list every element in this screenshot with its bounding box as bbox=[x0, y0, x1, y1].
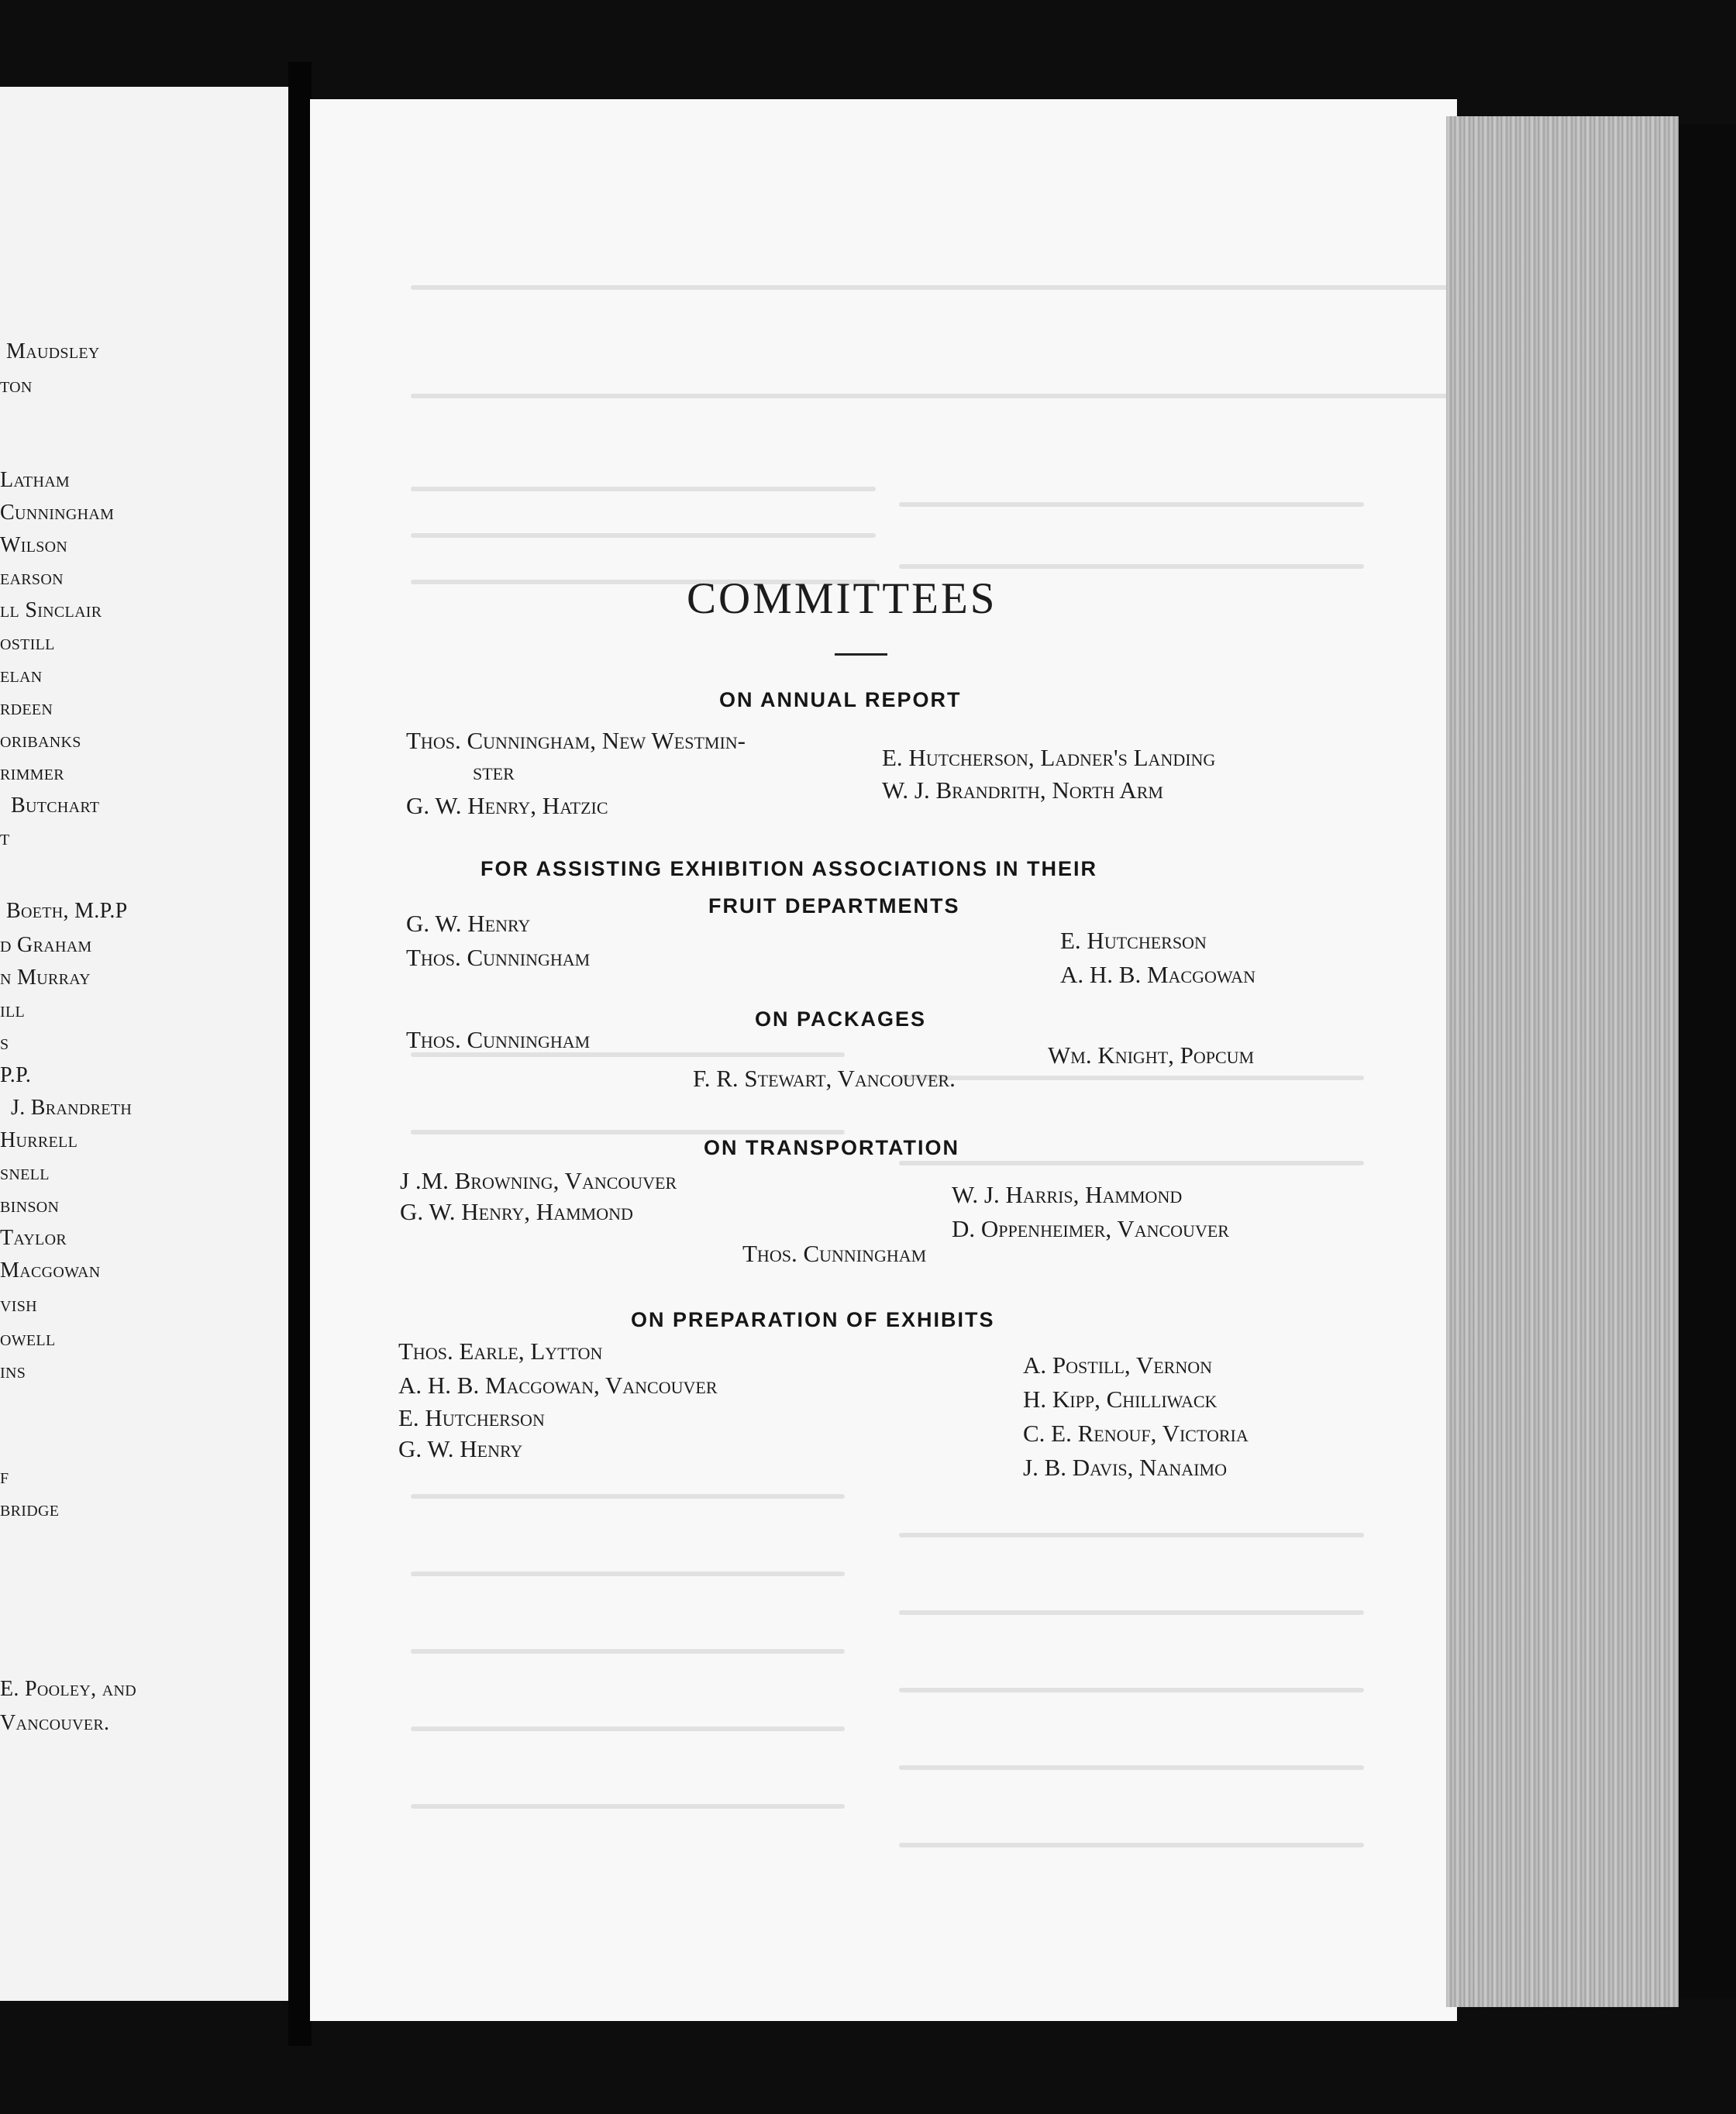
section-heading-transportation: ON TRANSPORTATION bbox=[704, 1136, 959, 1159]
committee-member: J. B. Davis, Nanaimo bbox=[1023, 1454, 1227, 1481]
left-page-line: owell bbox=[0, 1327, 56, 1351]
committee-member: G. W. Henry, Hatzic bbox=[406, 792, 608, 819]
left-page-line: Hurrell bbox=[0, 1128, 78, 1152]
left-page-line: oribanks bbox=[0, 728, 81, 752]
title-divider bbox=[835, 653, 887, 656]
committee-member: Wm. Knight, Popcum bbox=[1048, 1042, 1255, 1069]
committee-member: Thos. Cunningham bbox=[742, 1240, 927, 1267]
committees-page bbox=[310, 99, 1457, 2021]
left-page-line: ll Sinclair bbox=[0, 598, 102, 622]
left-page-line: s bbox=[0, 1031, 9, 1055]
section-heading-exhibition-associations: FOR ASSISTING EXHIBITION ASSOCIATIONS IN THEIR bbox=[480, 857, 1098, 880]
left-page-line: Wilson bbox=[0, 533, 68, 557]
section-heading-annual-report: ON ANNUAL REPORT bbox=[719, 688, 962, 711]
committee-member: E. Hutcherson bbox=[398, 1404, 545, 1431]
left-page-line: P.P. bbox=[0, 1063, 32, 1087]
left-page-line: elan bbox=[0, 663, 43, 687]
section-heading-preparation-of-exhibits: ON PREPARATION OF EXHIBITS bbox=[631, 1308, 995, 1331]
left-page-line: earson bbox=[0, 566, 64, 590]
left-page-line: Butchart bbox=[11, 794, 100, 818]
committee-member: W. J. Harris, Hammond bbox=[952, 1181, 1183, 1208]
book-gutter bbox=[288, 62, 312, 2046]
left-facing-page bbox=[0, 87, 288, 2001]
committee-member: G. W. Henry, Hammond bbox=[400, 1198, 633, 1225]
left-page-line: J. Brandreth bbox=[11, 1096, 133, 1120]
committee-member: Thos. Earle, Lytton bbox=[398, 1338, 603, 1365]
committee-member: E. Hutcherson, Ladner's Landing bbox=[882, 744, 1216, 771]
left-page-line: rdeen bbox=[0, 696, 53, 720]
left-page-line: f bbox=[0, 1465, 9, 1489]
left-page-line: ton bbox=[0, 374, 33, 398]
left-page-line: Taylor bbox=[0, 1226, 67, 1250]
committee-member: F. R. Stewart, Vancouver. bbox=[693, 1065, 956, 1092]
left-page-line: E. Pooley, and bbox=[0, 1677, 136, 1701]
committee-member: G. W. Henry bbox=[398, 1435, 523, 1462]
left-page-line: t bbox=[0, 826, 10, 850]
left-page-line: vish bbox=[0, 1293, 37, 1317]
committee-member: C. E. Renouf, Victoria bbox=[1023, 1420, 1249, 1447]
section-heading-packages: ON PACKAGES bbox=[755, 1007, 927, 1031]
left-page-line: Cunningham bbox=[0, 501, 115, 525]
left-page-line: d Graham bbox=[0, 933, 92, 957]
left-page-line: Vancouver. bbox=[0, 1711, 110, 1735]
committee-member: A. Postill, Vernon bbox=[1023, 1351, 1212, 1379]
page-title: COMMITTEES bbox=[687, 574, 997, 623]
left-page-line: Macgowan bbox=[0, 1258, 101, 1283]
page-edge-stack bbox=[1446, 116, 1679, 2007]
left-page-line: Latham bbox=[0, 468, 71, 492]
left-page-line: Maudsley bbox=[6, 339, 100, 363]
left-page-line: ill bbox=[0, 998, 25, 1022]
committee-member: E. Hutcherson bbox=[1060, 927, 1207, 954]
left-page-line: n Murray bbox=[0, 966, 91, 990]
committee-member: W. J. Brandrith, North Arm bbox=[882, 776, 1163, 804]
left-page-line: ostill bbox=[0, 631, 55, 655]
committee-member: A. H. B. Macgowan, Vancouver bbox=[398, 1372, 718, 1399]
section-heading-exhibition-associations-line2: FRUIT DEPARTMENTS bbox=[708, 894, 960, 918]
background-edge bbox=[1679, 124, 1736, 1999]
committee-member: H. Kipp, Chilliwack bbox=[1023, 1386, 1218, 1413]
left-page-line: ins bbox=[0, 1359, 26, 1383]
committee-member: ster bbox=[473, 758, 515, 785]
committee-member: A. H. B. Macgowan bbox=[1060, 961, 1256, 988]
committee-member: J .M. Browning, Vancouver bbox=[400, 1167, 677, 1194]
show-through-text bbox=[310, 99, 1457, 2021]
committee-member: Thos. Cunningham bbox=[406, 1026, 591, 1053]
committee-member: G. W. Henry bbox=[406, 910, 531, 937]
left-page-line: snell bbox=[0, 1161, 50, 1185]
committee-member: D. Oppenheimer, Vancouver bbox=[952, 1215, 1229, 1242]
left-page-line: bridge bbox=[0, 1497, 60, 1521]
left-page-line: Boeth, M.P.P bbox=[6, 899, 128, 923]
committee-member: Thos. Cunningham bbox=[406, 944, 591, 971]
committee-member: Thos. Cunningham, New Westmin- bbox=[406, 727, 746, 754]
left-page-line: rimmer bbox=[0, 761, 64, 785]
left-page-line: binson bbox=[0, 1193, 60, 1217]
